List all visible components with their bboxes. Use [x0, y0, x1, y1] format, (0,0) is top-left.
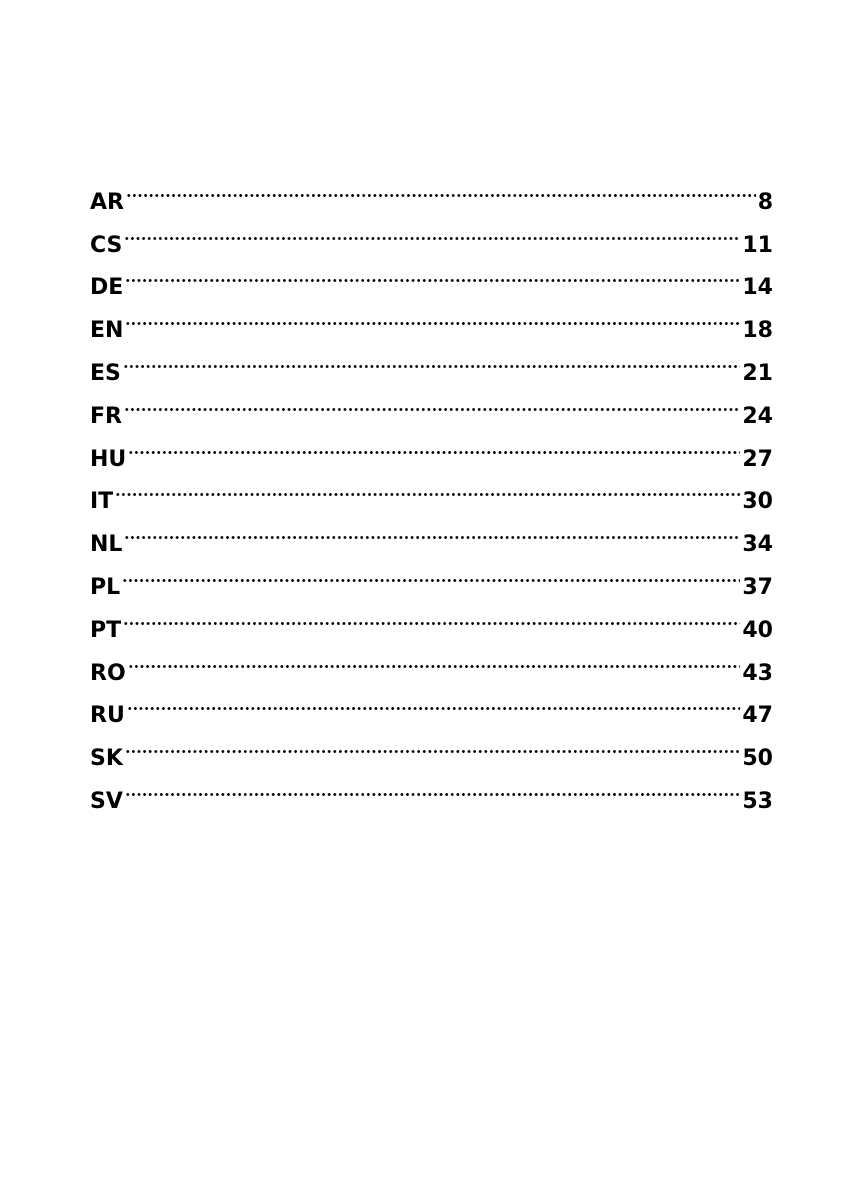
toc-page-number: 40 [742, 617, 773, 643]
toc-page-number: 24 [742, 403, 773, 429]
toc-entry-sv[interactable] [90, 765, 773, 814]
toc-language-code: AR [90, 189, 124, 215]
toc-entry-fr[interactable] [90, 380, 773, 429]
toc-page-number: 53 [742, 788, 773, 814]
toc-page-number: 18 [742, 318, 773, 344]
toc-language-code: CS [90, 232, 123, 258]
toc-entry-it[interactable] [90, 466, 773, 515]
toc-entry-en[interactable] [90, 294, 773, 344]
toc-entry-sk[interactable] [90, 722, 773, 772]
toc-page-number: 47 [742, 703, 773, 729]
toc-dot-leader [124, 209, 740, 252]
toc-entry-pt[interactable] [90, 594, 773, 643]
toc-entry-cs[interactable] [90, 209, 773, 258]
toc-dot-leader [125, 252, 740, 295]
toc-page-number: 43 [742, 660, 773, 686]
toc-page-number: 14 [742, 275, 773, 301]
toc-page-number: 50 [742, 746, 773, 772]
toc-dot-leader [123, 594, 740, 637]
toc-dot-leader [125, 294, 740, 337]
toc-entry-pl[interactable] [90, 551, 773, 600]
toc-language-code: RU [90, 703, 125, 729]
toc-entry-hu[interactable] [90, 423, 773, 472]
toc-entry-ro[interactable] [90, 637, 773, 686]
toc-entry-ar[interactable] [90, 166, 773, 215]
table-of-contents [90, 166, 773, 814]
toc-page-number: 27 [742, 446, 773, 472]
toc-entry-de[interactable] [90, 252, 773, 301]
toc-language-code: SK [90, 746, 123, 772]
toc-page-number: 34 [742, 532, 773, 558]
toc-dot-leader [124, 508, 740, 551]
toc-dot-leader [128, 423, 740, 466]
toc-page-number: 8 [757, 189, 773, 215]
toc-dot-leader [126, 166, 756, 209]
toc-dot-leader [115, 466, 740, 509]
toc-language-code: DE [90, 275, 124, 301]
toc-entry-es[interactable] [90, 337, 773, 386]
toc-page-number: 30 [742, 489, 773, 515]
toc-dot-leader [122, 551, 740, 594]
toc-language-code: EN [90, 318, 124, 344]
toc-language-code: IT [90, 489, 114, 515]
toc-entry-ru[interactable] [90, 680, 773, 729]
toc-page-number: 11 [742, 232, 773, 258]
toc-dot-leader [128, 637, 741, 680]
toc-language-code: RO [90, 660, 126, 686]
toc-page-number: 21 [742, 360, 773, 386]
toc-language-code: FR [90, 403, 122, 429]
toc-language-code: HU [90, 446, 127, 472]
toc-dot-leader [127, 680, 741, 723]
toc-language-code: NL [90, 532, 123, 558]
toc-language-code: SV [90, 788, 123, 814]
toc-entry-nl[interactable] [90, 508, 773, 558]
toc-dot-leader [123, 337, 741, 380]
toc-language-code: PL [90, 574, 121, 600]
toc-language-code: PT [90, 617, 122, 643]
toc-language-code: ES [90, 360, 121, 386]
toc-dot-leader [125, 722, 740, 765]
toc-dot-leader [125, 765, 741, 808]
toc-page-number: 37 [742, 574, 773, 600]
toc-dot-leader [124, 380, 740, 423]
